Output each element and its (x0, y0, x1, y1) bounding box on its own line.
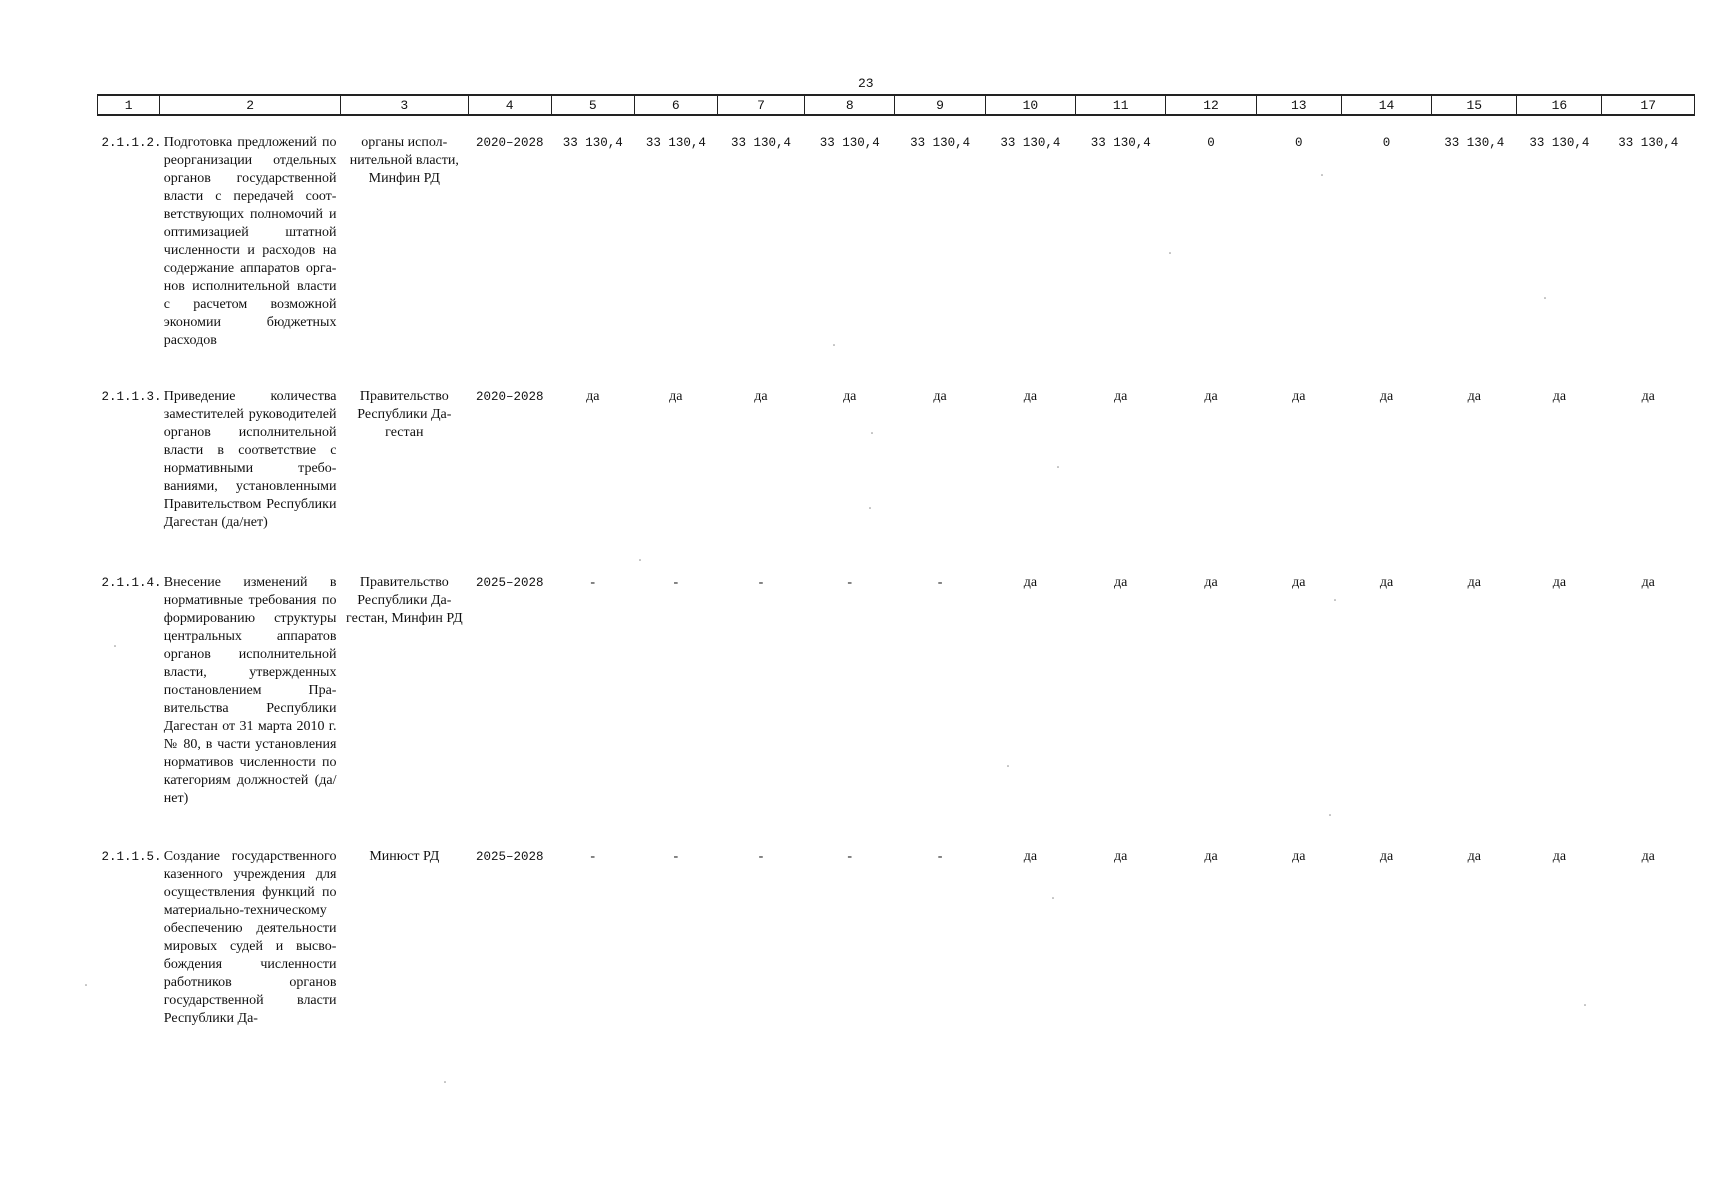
row-number: 2.1.1.5. (101, 850, 162, 864)
row-value: - (847, 849, 853, 864)
row-value: да (1114, 389, 1128, 404)
column-header: 6 (634, 95, 717, 115)
column-number-row (98, 95, 1695, 115)
column-header: 3 (340, 95, 468, 115)
row-value: 33 130,4 (645, 136, 706, 150)
column-header: 10 (985, 95, 1075, 115)
row-value: - (937, 575, 943, 590)
row-value: да (1467, 849, 1481, 864)
column-header: 1 (98, 95, 160, 115)
row-value: да (1023, 575, 1038, 590)
row-responsible: органы исполнительной власти, Минфин РД (349, 135, 459, 186)
row-value: да (669, 389, 683, 404)
row-responsible: Правительство Республики Дагестан (357, 389, 452, 440)
row-value: да (1292, 389, 1306, 404)
row-value: да (1467, 575, 1481, 590)
row-number: 2.1.1.3. (101, 390, 162, 404)
column-header: 7 (717, 95, 804, 115)
row-value: 33 130,4 (730, 136, 791, 150)
row-value: да (1204, 389, 1218, 404)
row-value: да (1379, 849, 1394, 864)
row-value: да (1292, 575, 1306, 590)
row-value: - (758, 849, 764, 864)
column-header: 16 (1517, 95, 1602, 115)
row-value: - (758, 575, 764, 590)
row-value: да (1641, 575, 1655, 590)
row-value: - (673, 849, 679, 864)
row-value: да (1552, 389, 1567, 404)
row-value: да (933, 389, 947, 404)
row-value: 0 (1295, 136, 1303, 150)
row-value: да (1114, 575, 1128, 590)
column-header: 9 (895, 95, 985, 115)
column-header: 15 (1432, 95, 1517, 115)
row-description: Внесение изменений в нормативные требования по формированию структуры центральных аппаратов органов исполнительной власти, утвержденных постановлением Правительства Республики Дагестан от 31 марта 2010 г. № 80, в части установления нормативов численности по категориям должностей (да/нет) (163, 575, 337, 806)
row-value: да (1023, 389, 1038, 404)
row-value: 33 130,4 (910, 136, 971, 150)
row-description: Создание государственного казенного учреждения для осуществления функций по материально-техническому обеспечению деятельности мировых судей и высвобождения численности работников органов государственной власти Республики Да- (163, 849, 337, 1026)
column-header: 17 (1602, 95, 1695, 115)
row-value: да (1641, 389, 1655, 404)
column-header: 5 (551, 95, 634, 115)
row-responsible: Правительство Республики Дагестан, Минфин РД (346, 575, 463, 626)
row-value: да (754, 389, 768, 404)
row-value: да (843, 389, 857, 404)
measures-table (97, 94, 1695, 1058)
row-value: 0 (1382, 136, 1391, 150)
document-table-wrapper (97, 94, 1695, 1058)
row-responsible: Минюст РД (369, 849, 440, 864)
table-row (98, 830, 1695, 1058)
row-value: 33 130,4 (1444, 136, 1505, 150)
row-value: - (673, 575, 679, 590)
column-header: 13 (1256, 95, 1341, 115)
row-value: да (1641, 849, 1655, 864)
scan-speck (444, 1081, 446, 1083)
row-value: 0 (1207, 136, 1215, 150)
row-value: да (1023, 849, 1038, 864)
row-value: да (1204, 575, 1218, 590)
row-value: 33 130,4 (1529, 136, 1590, 150)
row-value: - (937, 849, 943, 864)
table-row (98, 370, 1695, 556)
row-value: 33 130,4 (1000, 136, 1061, 150)
row-value: - (590, 575, 596, 590)
row-period: 2020–2028 (475, 136, 544, 150)
table-row (98, 115, 1695, 370)
column-header: 14 (1341, 95, 1431, 115)
row-value: да (1552, 575, 1567, 590)
row-description: Подготовка предложений по реорганизации отдельных органов государственной власти с передачей соответствующих полномочий и оптимизацией штатной численности и расходов на содержание аппаратов органов исполнительной власти с расчетом возможной экономии бюджетных расходов (163, 135, 337, 348)
row-value: да (1114, 849, 1128, 864)
row-number: 2.1.1.2. (101, 136, 162, 150)
row-value: да (1292, 849, 1306, 864)
row-value: 33 130,4 (562, 136, 623, 150)
row-description: Приведение количества заместителей руководителей органов исполнительной власти в соответствие с нормативными требованиями, установленными Правительством Республики Дагестан (да/нет) (163, 389, 337, 530)
row-value: - (847, 575, 853, 590)
row-value: 33 130,4 (819, 136, 880, 150)
column-header: 12 (1166, 95, 1256, 115)
row-value: 33 130,4 (1090, 136, 1151, 150)
row-value: да (1467, 389, 1481, 404)
row-value: 33 130,4 (1618, 136, 1679, 150)
page-number: 23 (858, 76, 874, 91)
column-header: 11 (1076, 95, 1166, 115)
row-number: 2.1.1.4. (101, 576, 162, 590)
table-row (98, 556, 1695, 830)
row-period: 2025–2028 (475, 576, 544, 590)
row-value: да (586, 389, 600, 404)
scan-speck (85, 984, 87, 986)
row-period: 2020–2028 (475, 390, 544, 404)
row-value: да (1204, 849, 1218, 864)
row-value: да (1379, 389, 1394, 404)
row-value: - (590, 849, 596, 864)
column-header: 2 (160, 95, 341, 115)
column-header: 4 (468, 95, 551, 115)
row-period: 2025–2028 (475, 850, 544, 864)
row-value: да (1552, 849, 1567, 864)
row-value: да (1379, 575, 1394, 590)
column-header: 8 (805, 95, 895, 115)
